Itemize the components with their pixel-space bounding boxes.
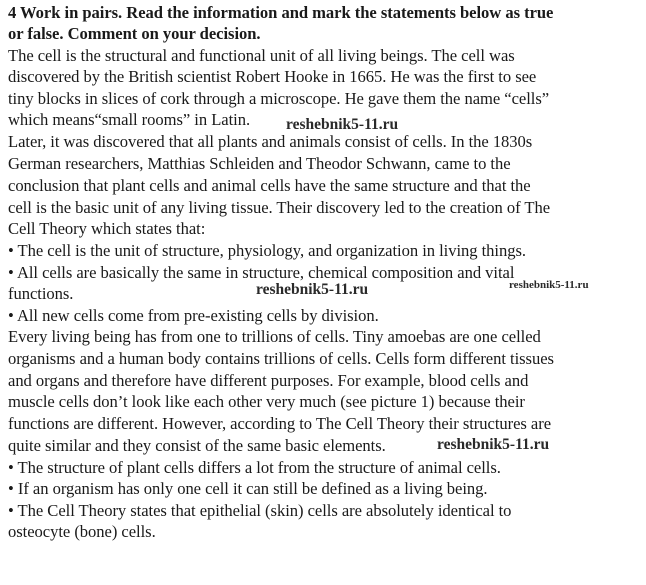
text-line: conclusion that plant cells and animal cells have the same structure and that the — [8, 176, 531, 195]
text-line: muscle cells don’t look like each other very much (see picture 1) because their — [8, 392, 525, 411]
text-line: osteocyte (bone) cells. — [8, 522, 156, 541]
text-line: German researchers, Matthias Schleiden and Theodor Schwann, came to the — [8, 154, 511, 173]
text-line: discovered by the British scientist Robert Hooke in 1665. He was the first to see — [8, 67, 537, 86]
watermark: reshebnik5-11.ru — [509, 279, 589, 291]
text-line: Every living being has from one to trillions of cells. Tiny amoebas are one celled — [8, 327, 541, 346]
text-line: functions are different. However, according to The Cell Theory their structures are — [8, 414, 552, 433]
text-line: The cell is the structural and functional unit of all living beings. The cell was — [8, 46, 515, 65]
task-heading-line-2: or false. Comment on your decision. — [8, 24, 261, 43]
text-line: functions. — [8, 284, 74, 303]
text-line: Cell Theory which states that: — [8, 219, 206, 238]
bullet-item: • If an organism has only one cell it can still be defined as a living being. — [8, 479, 488, 498]
text-line: cell is the basic unit of any living tissue. Their discovery led to the creation of The — [8, 198, 551, 217]
bullet-item: • The Cell Theory states that epithelial (skin) cells are absolutely identical to — [8, 501, 512, 520]
bullet-item: • All cells are basically the same in structure, chemical composition and vital — [8, 263, 515, 282]
text-line: organisms and a human body contains trillions of cells. Cells form different tissues — [8, 349, 554, 368]
text-line: and organs and therefore have different purposes. For example, blood cells and — [8, 371, 529, 390]
watermark: reshebnik5-11.ru — [437, 436, 550, 453]
text-line: Later, it was discovered that all plants and animals consist of cells. In the 1830s — [8, 132, 533, 151]
text-line: which means“small rooms” in Latin. — [8, 110, 251, 129]
bullet-item: • The structure of plant cells differs a lot from the structure of animal cells. — [8, 458, 501, 477]
text-line: quite similar and they consist of the same basic elements. — [8, 436, 386, 455]
text-line: tiny blocks in slices of cork through a microscope. He gave them the name “cells” — [8, 89, 550, 108]
watermark: reshebnik5-11.ru — [286, 116, 399, 133]
bullet-item: • The cell is the unit of structure, physiology, and organization in living things. — [8, 241, 526, 260]
task-heading-line-1: 4 Work in pairs. Read the information and mark the statements below as true — [8, 3, 554, 22]
bullet-item: • All new cells come from pre-existing cells by division. — [8, 306, 379, 325]
watermark: reshebnik5-11.ru — [256, 281, 369, 298]
